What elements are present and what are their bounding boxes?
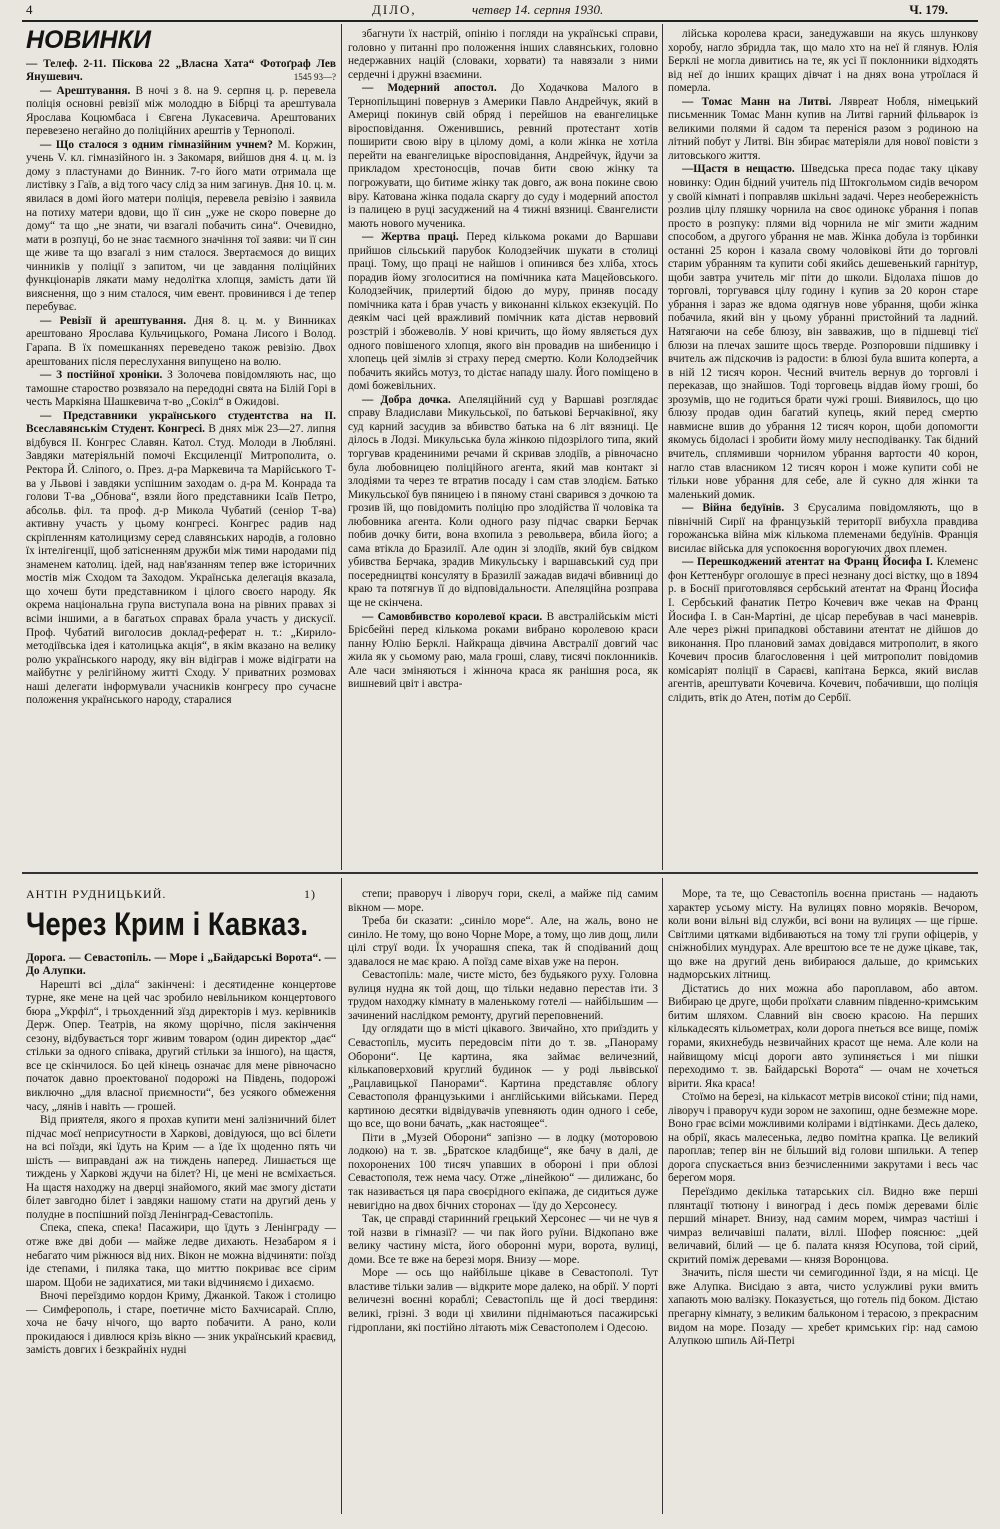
news-item-body: До Ходачкова Малого в Тернопільщині повернув з Америки Павло Андрейчук, який в Америці покинув свій обряд і перейшов на евангелицьке віросповідання. Оженившись, ревний протестант хотів поширити свою віру в цілому домі, а коли жінка не хотіла перейти на евангелицьке віросповідання, Андрейчук, йдучи за прикладом хрестоносців, почав бити свою жінку та погрожувати, що битиме жінку так довго, аж вона покине свою віру. Катована жінка подала скаргу до суду і модерний апостол із палицею в руці засуджений на 4 тижні вязниці. Євангелисти мають нового мученика. [348, 82, 658, 230]
section-divider [22, 872, 978, 874]
feuilleton-column-2 [348, 888, 658, 1508]
news-item [668, 163, 978, 502]
news-item-headline: — Війна бедуїнів. [682, 502, 785, 515]
news-section-title: НОВИНКИ [26, 28, 151, 54]
news-item [668, 96, 978, 164]
news-item-headline: — З постійної хроніки. [40, 369, 163, 382]
news-item-body: В австралійськім місті Брісбейні перед кількома роками вибрано королевою краси панну Юлію Берклі. Найкраща дівчина Австралії довгий час жила як у сьомому раю, мала гроші, славу, тисячі поклонників. Але часи зміняються і жінноча краса як ранішня роса, як вишневий цвіт і австра- [348, 610, 658, 691]
page-header [22, 0, 978, 22]
news-item [668, 502, 978, 556]
news-item-body: В ночі з 8. на 9. серпня ц. р. перевела поліція основні ревізії між молоддю в Бібрці та арештувала Ярослава Коцюмбаса і Євгена Лукасевича. Арештованих перевезено негайно до поліційних арештів у Тернополі. [26, 84, 336, 138]
news-item-headline: — Жертва праці. [362, 231, 459, 244]
feuilleton-paragraph: Так, це справді старинний грецький Херсонес — чи не чув я той назви в гімназії? — чи пак його руїни. Відкопано вже велику частину міста, його оборонні мури, ворота, вулиці, доми. Все те вже на березі моря. Внизу — море. [348, 1213, 658, 1266]
feuilleton-paragraph: Спека, спека, спека! Пасажири, що їдуть з Ленінграду — отже вже дві доби — майже ледве дихають. Незабаром я і небагато чим ріжнюся від них. Вікон не можна відчиняти: поїзд іде степами, і пиляка така, що миттю покриває все сірим шаром. Щоби не задихатися, ми таки відчиняємо і дихаємо. [26, 1222, 336, 1289]
photographer-ad [26, 58, 336, 85]
feuilleton-paragraph: степи; праворуч і ліворуч гори, скелі, а майже під самим вікном — море. [348, 888, 658, 914]
news-item-body: Клеменс фон Кеттенбург оголошує в пресі незнану досі вістку, що в 1894 р. в Боснії приготовлявся сербський атентат на Франц Йосифа I. Сербський фанатик Петро Кочевич вже чекав на Франц Йосифа I. в Сан-Мартіні, де цісар перебував в часі маневрів. Але через ріжні припадкові обставини атентат не дійшов до виконання. Про плановий замах довідався митрополит, в якого Кочевич просив благословення і цей митрополит повідомив комісаріят поліції в Сараєві, капітана Беркса, який вислав агентів, арештувати Кочевича. Кочевич, побачивши, що поліція слідить, втік до Атен, потім до Сербії. [668, 556, 978, 704]
news-item [348, 394, 658, 611]
news-item-body: Лявреат Нобля, німецький письменник Томас Манн купив на Литві гарний фільварок із великими полями й садом та переніся разом з родиною на літний побут у Литві. Він збирає матеріяли для нової повісти з литовського життя. [668, 95, 978, 162]
feuilleton-paragraph: Піти в „Музей Оборони“ запізно — в лодку (моторовою лодкою) на т. зв. „Братское кладбище“, яке бачу в далі, де похоронених 100 тисяч упавших в обороні і при облозі Севастополя, теж нема часу. Отже „лінейкою“ — дилижанс, бо так називається ця пара своєрідного екіпажа, де сидиться дуже невигідно на двох бічних сторонах — їду до Херсонесу. [348, 1131, 658, 1212]
feuilleton-paragraph: Море — ось що найбільше цікаве в Севастополі. Тут властиве тільки залив — відкрите море далеко, на обрії. У порті величезні воєнні кораблі; Севастопіль ще й досі твердиня: великі, грізні. З води ці хвилини піднімаються пасажирські гідроплани, які постійно літають між Севастополем і Одесою. [348, 1267, 658, 1334]
news-item [348, 28, 658, 82]
news-item-headline: — Самовбивство королевої краси. [362, 610, 543, 623]
column-rule [341, 878, 342, 1514]
news-item-body: Шведська преса подає таку цікаву новинку: Один бідний учитель під Штокгольмом сидів вечором у своїй кімнаті і поправляв шкільні задачі. Через необережність розлив цілу пляшку чорнила на своє одинокє убрання і попав просто в розпуку: плями від чорнила не міг змити жадним способом, а другого убрання не мав. Жінка добула із торбинки останні 25 корон і казала свому чоловікові йти до торговлі старим убранням та купити собі якийсь дешевенький гарнітур, щоби завтра учитель міг піти до школи. Бідолаха пішов до торговлі, торгувався цілу годину і купив за 20 корон старе убрання і зараз же вдома одягнув нове убрання, щоби жінка побачила, який він у цьому убранні пристойний та ладний. Натягаючи на себе блюзу, він завважив, що в підшевці тієї блюзи на плечах зашите щось тверде. Розпоровши підшивку і вчитель аж підскочив із радости: в блюзі була вшита коперта, а в ній 12 тисяч корон. Чесний вчитель вернув до торговлі і переказав, що знайшов. Тоді торговець віддав йому гроші, бо зрозумів, що не годиться брати чужі гроші. Виявилось, що цю блюзу продав один багатий купець, який перед смертю навмисне вшив до убрання 12 тисяч корон, щоби допомогти якомусь бідоласі і зробити йому милу несподіванку. Так бідний вчитель, сплямивши чорнилом убрання вартости 40 корон, нагло став власником 12 тисяч корон і може купити собі не тільки нове убрання для себе, але й сукно для жінки та маленький домик. [668, 163, 978, 501]
author-name: АНТІН РУДНИЦЬКИЙ. [26, 888, 167, 901]
news-item-body: збагнути їх настрій, опінію і погляди на українські справи, головно у питанні про положення інших славянських, головно недержавних націй (словаки, хорвати) та навязали з ними сердечні і дружні взаємини. [348, 28, 658, 81]
news-item-headline: — Арештування. [40, 84, 131, 97]
news-item-body: В днях між 23—27. липня відбувся II. Конгрес Славян. Катол. Студ. Молоди в Любляні. Завдяки матеріяльній помочі Ексциленції Митрополита, о. Ректора Й. Сліпого, о. През. д-ра Маркевича та Марійського Т-ва у Львові і завдяки успішним заходам о. д-ра М. Конрада та голови Т-ва „Обнова“, взяли його представники Ісаїв Петро, абсольв. філ. та проф. д-р Микола Чубатий (сеніор Т-ва) активну участь у цьому конгресі. Конгрес радив над скріпленням католицизму серед славянських народів, а головно їх інтелігенції, щоб затісненням дружби між тими народами під знаменем католиц. ідей, над нав'язанням тепер вже історичних мостів між Сходом та Заходом. Українська делегація вказала, що хочеш бути представником і цілого своєго народу. Як окрема національна група виступала вона на рівних правах зі всіми іншими, а в багатьох справах брала участь у дискусії. Проф. Чубатий виголосив доклад-реферат н. т.: „Кирило-методіївська ідея і католицька акція“, в якім вказано на велику ролю українського народу, яку він відіграв і може відіграти на майбутнє у релігійному житті Сходу. У приватних розмовах наші делегати інформували учасників конгресу про сучасне положення українського народу, старалися [26, 423, 336, 707]
column-rule [341, 24, 342, 870]
feuilleton-paragraph: Значить, після шести чи семигодинної їзди, я на місці. Це вже Алупка. Висідаю з авта, чисто услужливі руки вмить хапають мою валізку. Показується, що готель під боком. Дістаю прегарну кімнату, з великим бальконом і терасою, з прекрасним видом на море. Позаду — хребет кримських гір: над самою Алупкою шпиль Ай-Петрі [668, 1267, 978, 1348]
news-item [26, 85, 336, 139]
feuilleton-paragraph: Стоїмо на березі, на кількасот метрів високої стіни; під нами, ліворуч і праворуч куди зором не захопиш, одне безмежне море. Воно грає всіми можливими колірами і відтінками. Десь далеко, на обрії, якась малесенька, ледво помітна крапка. Це великий пароплав; тепер він не більший від голови шпильки. А тепер дорога спускається вниз безчисленними закрутами і весь час берегом моря. [668, 1091, 978, 1185]
news-item-body: Перед кількома роками до Варшави прийшов сільський парубок Колодзейчик шукати в столиці праці. Тому, що праці не найшов і опинився без хліба, хтось порадив йому зголоситися на помічника ката Мацейовського. Колодзейчик, прилертий бідою до муру, приняв посаду помічника ката і брав участь у виконанні кількох екзекуцій. По деякім часі цей вражливий помічник ката дістав нервовий розстрій і збожеволів. У нові кричить, що йому являється дух одного повішеного хлопця, якого він провадив на шибеницю і хлопець цей зімлів зі страху перед смертю. Коли Колодзейчик побачить якийсь мотуз, то дістає нападу шалу. Його поміщено в домі божевільних. [348, 231, 658, 393]
news-item [668, 28, 978, 96]
news-item [348, 82, 658, 231]
feuilleton-paragraph: Переїздимо декілька татарських сіл. Видно вже перші плянтації тютюну і виноград і десь поміж деревами біліє перший мінарет. Внизу, над самим морем, чимраз частіші і чимраз величавіші палати, віллі. Шофер пояснює: „цей величавий, білий — це б. палата князя Юсупова, той сірий, скритий поміж деревами — князя Воронцова. [668, 1186, 978, 1266]
news-item [26, 369, 336, 410]
feuilleton-paragraph: Море, та те, що Севастопіль воєнна пристань — надають характер усьому місту. На вулицях повно моряків. Вечором, коли вони вільні від служби, всі вони на вулицях — ще гірше. Світлими цятками відбиваються на тому тлі групи офіцерів, у сніжнобілих мундурах. Але врештою все те не дуже цікаве, так, що вже на другий день вибираюся дальше, до кримських надморських літнищ. [668, 888, 978, 982]
news-column-3 [668, 28, 978, 860]
feuilleton-paragraph: Дістатись до них можна або пароплавом, або автом. Вибираю це друге, щоби проїхати славним південно-кримським битим шляхом. Славний він своєю красою. На перших кількадесять кільометрах, коли дорога пнеться все вище, поміж горами, якихнебудь незвичайних красот ще нема. Але коли на найвищому місці дороги авто зупиняється і ми пішки переходимо т. зв. Байдарські Ворота“ — очам не хочеться вірити. Яка краса! [668, 982, 978, 1090]
news-item-body: Дня 8. ц. м. у Винниках арештовано Ярослава Кульчицького, Романа Лисого і Волод. Гарапа. В їх помешканнях переведено також ревізію. Двох арештованих після переслухання випущено на волю. [26, 314, 336, 368]
news-item-headline: — Перешкоджений атентат на Франц Йосифа I. [682, 556, 933, 569]
issue-number: Ч. 179. [909, 2, 948, 17]
news-item-headline: —Щастя в нещастю. [682, 163, 795, 176]
news-item [348, 611, 658, 692]
feuilleton-author [26, 888, 336, 902]
news-item-body: лійська королева краси, занедужавши на якусь шлункову хоробу, нагло збридла так, що мало хто на неї й глянув. Юлія Берклі не могла дивитись на те, як усі її поклонники відходять від неї до інших кращих дівчат і на днях вона утроїлася й померла. [668, 28, 978, 95]
news-column-2 [348, 28, 658, 860]
feuilleton-paragraph: Нарешті всі „діла“ закінчені: і десятиденне концертове турне, яке мене на цей час зробило невільником концертового бюра „Укрфіл“, і трьохденний зїзд директорів і муз. керівників Держ. Опер. Театрів, на якому щорічно, після закінчення сезону, відбувається торг живим товаром (один директор „дає“ стільки за одного співака, другий стільки за іншого), на щастя, все це скінчилося. Бо цей кінець означає для мене рівночасно початок давно проектованої подорожі на Південь, подорожі виключно „для власної приємности“, без усякого обмеження часу, „лянів і навіть — грошей. [26, 978, 336, 1113]
installment-number: 1) [304, 888, 316, 901]
column-rule [662, 24, 663, 870]
feuilleton-column-1 [26, 888, 336, 1508]
news-item-headline: — Представники українського студентства на II. Всеславянськім Студент. Конгресі. [26, 409, 336, 436]
issue-date: четвер 14. серпня 1930. [472, 2, 604, 17]
news-item-headline: — Томас Манн на Литві. [682, 95, 832, 108]
news-item-headline: — Що сталося з одним гімназійним учнем? [40, 138, 273, 151]
news-item-headline: — Добра дочка. [362, 393, 451, 406]
feuilleton-column-3 [668, 888, 978, 1508]
news-item-body: З Єрусалима повідомляють, що в північній Сирії на французькій території вибухла правдива горожанська війна між кількома племенами бедуїнів. Франція висилає війська для успокоєння ворогуючих двох племен. [668, 502, 978, 555]
feuilleton-title: Через Крим і Кавказ. [26, 905, 308, 942]
feuilleton-paragraph: Іду оглядати що в місті цікавого. Звичайно, хто приїздить у Севастопіль, мусить передовсім піти до т. зв. „Панораму Оборони“. Це картина, яка займає величезний, кількаповерховий круглий будинок — у роді львівської „Рацлавицької Панорами“. Картина представляє облогу Севастополя французькими і англійськими військами. Перед картиною десятки відвідувачів упевняють один одного і себе, що все, що вони бачать, „как настоящее“. [348, 1023, 658, 1131]
news-item [668, 556, 978, 705]
news-item-body: М. Коржин, учень V. кл. гімназійного ін. з Закомаря, вийшов дня 4. ц. м. із дому з пластунами до Винник. 7-го його мати отримала ще листівку з Гаїв, а від того часу слід за ним загинув. Дня 10. ц. м. явилася в домі його матери поліція, перевела ревізію і заявила на потиху матери вдови, що її син „уже не скоро поверне до дому“ та що „не знати, чи взагалі побачить сина“. Очевидно, мати в розпуці, бо не знає таємного значіння тої заяви: чи її син ще живе та що взагалі з ним сталося. Звертаємося до вищих чинників у поліції з запитом, чи це завдання поліційних функціонарів лякати маму недолітка хлопця, замість дати їй вияснення, що з ним сталося, чим евент. провинився і де тепер перебуває. [26, 138, 336, 314]
news-item [348, 231, 658, 394]
feuilleton-paragraph: Від приятеля, якого я прохав купити мені залізничний білет підчас моєї неприсутности в Харкові, довідуюся, що всі білети на всі поїзди, які їдуть на Крим — а їде їх щоденно пять чи шість — виправдані аж на тиждень наперед. Лишається ще тиждень у Харкові ждучи на білет? Ні, це мені не всміхається. На щастя находжу на дверці знайомого, який має змогу дістати білет завгодно білет і завдяки нашому стати на другий день у полудне в поспішний поїзд Ленінград-Севастопіль. [26, 1114, 336, 1221]
ad-text: — Телеф. 2-11. Піскова 22 „Власна Хата“ Фотоґраф Лев Янушевич. [26, 57, 336, 84]
news-item-body: Апеляційний суд у Варшаві розглядає справу Владислави Микульської, по батькові Берчаківної, яку суд карний засудив за вбивство батька на 6 літ вязниці. Це ділось в Лодзі. Микульська була жінкою підозрілого типа, який торгував крадениними речами й скривав злодіїв, а рівночасно була любовницею поліційного агента, який мав контакт зі злодіями та через те втратив посаду і сам став злодієм. Батько Микульської був пяницею і в пяному стані сварився з дочкою та грозив їй, що повідомить поліцію про злодійства її чоловіка та любовника агента. Коли одного разу підчас сварки Берчак побив дочку бити, вона вхопила з револьвера, вбила його; а сама втікла до Бразилії. Але один зі злодіїв, який був свідком убивства Берчака, зрадив Микульську і варшавський суд при посередництві консуляту в Бразилії зажадав видачі вбивниці до краю та потягнув її до відповідальности. Апеляційна розправа ще не скінчена. [348, 393, 658, 609]
column-rule [662, 878, 663, 1514]
news-column-1 [26, 28, 336, 860]
feuilleton-paragraph: Вночі переїздимо кордон Криму, Джанкой. Також і столицю — Симферополь, і старе, поетичне місто Бахчисарай. Сплю, хоча не бачу нічого, що варто побачити. А рано, коли прокидаюся і дивлюся крізь вікно — зник український краєвид, замість довгих і безкрайніх нудні [26, 1290, 336, 1357]
feuilleton-subtitle: Дорога. — Севастопіль. — Море і „Байдарські Ворота“. — До Алупки. [26, 951, 336, 978]
feuilleton-paragraph: Треба би сказати: „синіло море“. Але, на жаль, воно не синіло. Не тому, що воно Чорне Море, а тому, що лив дощ, лили цілі струї води. Їх учорашня спека, так й сподіваний дощ здавалося не має краю. А поїзд саме віхав уже на перон. [348, 915, 658, 968]
news-item [26, 410, 336, 708]
news-item-headline: — Модерний апостол. [362, 82, 497, 95]
news-item-headline: — Ревізії й арештування. [40, 314, 187, 327]
news-item [26, 139, 336, 315]
ad-code: 1545 93—? [293, 72, 336, 83]
news-item-body: З Золочева повідомляють нас, що тамошне староство розвязало на передодні свята на Білій Горі в честь Маркіяна Шашкевича т-во „Сокіл“ в Ожидові. [26, 369, 336, 409]
feuilleton-paragraph: Севастопіль: мале, чисте місто, без будьякого руху. Головна вулиця нудна як той дощ, що тільки недавно перестав іти. З трудом находжу кімнату в маленькому готелі — найбільшим — зачинений наслідком ремонту, другий переповнений. [348, 969, 658, 1022]
masthead: ДІЛО, [372, 2, 417, 17]
page-number: 4 [26, 2, 33, 17]
news-item [26, 315, 336, 369]
